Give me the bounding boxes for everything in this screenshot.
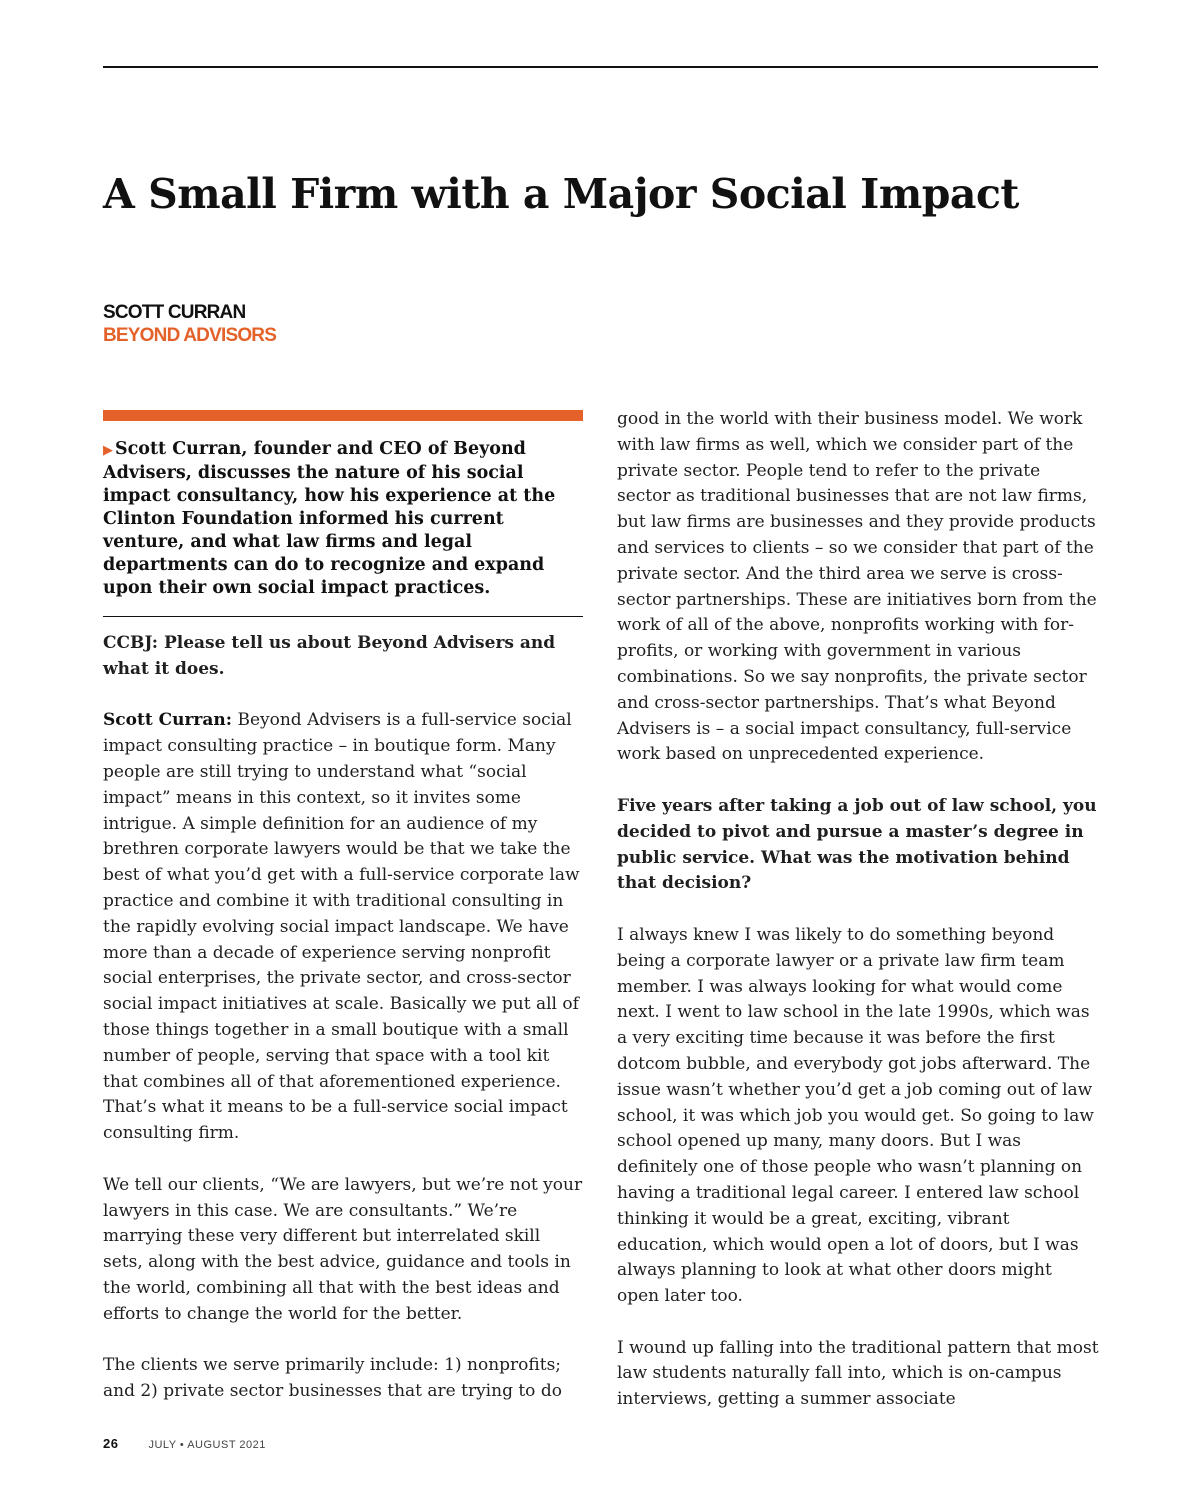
intro-summary <box>103 421 583 616</box>
question-1: CCBJ: Please tell us about Beyond Advisers and what it does. <box>103 633 556 679</box>
intro-accent-bar <box>103 410 583 421</box>
author-name: SCOTT CURRAN <box>103 302 246 323</box>
question-2: Five years after taking a job out of law school, you decided to pivot and pursue a master’s degree in public service. What was the motivation behind that decision? <box>617 795 1097 894</box>
answer-1-paragraph-1 <box>103 708 583 1147</box>
triangle-marker-icon: ▶ <box>103 443 113 458</box>
answer-1-paragraph-3: The clients we serve primarily include: 1) nonprofits; and 2) private sector businesses that are trying to do <box>103 1355 562 1402</box>
intro-text: Scott Curran, founder and CEO of Beyond Advisers, discusses the nature of his social impact consultancy, how his experience at the Clinton Foundation informed his current venture, and what law firms and legal departments can do to recognize and expand upon their own social impact practices. <box>103 439 556 598</box>
article-title: A Small Firm with a Major Social Impact <box>103 170 1019 218</box>
right-column <box>617 407 1099 1413</box>
page-footer <box>103 1436 266 1451</box>
top-rule <box>103 66 1098 68</box>
answer-1-text: Beyond Advisers is a full-service social impact consulting practice – in boutique form. Many people are still trying to understand what “social impact” means in this context, so it invites some intrigue. A simple definition for an audience of my brethren corporate lawyers would be that we take the best of what you’d get with a full-service corporate law practice and combine it with traditional consulting in the rapidly evolving social impact landscape. We have more than a decade of experience serving nonprofit social enterprises, the private sector, and cross-sector social impact initiatives at scale. Basically we put all of those things together in a small boutique with a small number of people, serving that space with a tool kit that combines all of that aforementioned experience. That’s what it means to be a full-service social impact consulting firm. <box>103 710 580 1144</box>
left-column <box>103 410 583 1405</box>
author-organization: BEYOND ADVISORS <box>103 325 277 346</box>
speaker-label: Scott Curran: <box>103 710 233 731</box>
page-number: 26 <box>103 1436 119 1451</box>
issue-date: JULY • AUGUST 2021 <box>148 1439 266 1451</box>
byline <box>103 301 276 347</box>
answer-1-paragraph-3-continued: good in the world with their business model. We work with law firms as well, which we consider part of the private sector. People tend to refer to the private sector as traditional businesses that are not law firms, but law firms are businesses and they provide products and services to clients – so we consider that part of the private sector. And the third area we serve is cross-sector partnerships. These are initiatives born from the work of all of the above, nonprofits working with for-profits, or working with government in various combinations. So we say nonprofits, the private sector and cross-sector partnerships. That’s what Beyond Advisers is – a social impact consultancy, full-service work based on unprecedented experience. <box>617 409 1097 765</box>
answer-2-paragraph-1: I always knew I was likely to do something beyond being a corporate lawyer or a private law firm team member. I was always looking for what would come next. I went to law school in the late 1990s, which was a very exciting time because it was before the first dotcom bubble, and everybody got jobs afterward. The issue wasn’t whether you’d get a job coming out of law school, it was which job you would get. So going to law school opened up many, many doors. But I was definitely one of those people who wasn’t planning on having a traditional legal career. I entered law school thinking it would be a great, exciting, vibrant education, which would open a lot of doors, but I was always planning to look at what other doors might open later too. <box>617 924 1094 1307</box>
intro-divider <box>103 616 583 617</box>
answer-2-paragraph-2: I wound up falling into the traditional pattern that most law students naturally fall into, which is on-campus interviews, getting a summer associate <box>617 1337 1099 1410</box>
answer-1-paragraph-2: We tell our clients, “We are lawyers, but we’re not your lawyers in this case. We are consultants.” We’re marrying these very different but interrelated skill sets, along with the best advice, guidance and tools in the world, combining all that with the best ideas and efforts to change the world for the better. <box>103 1174 583 1324</box>
